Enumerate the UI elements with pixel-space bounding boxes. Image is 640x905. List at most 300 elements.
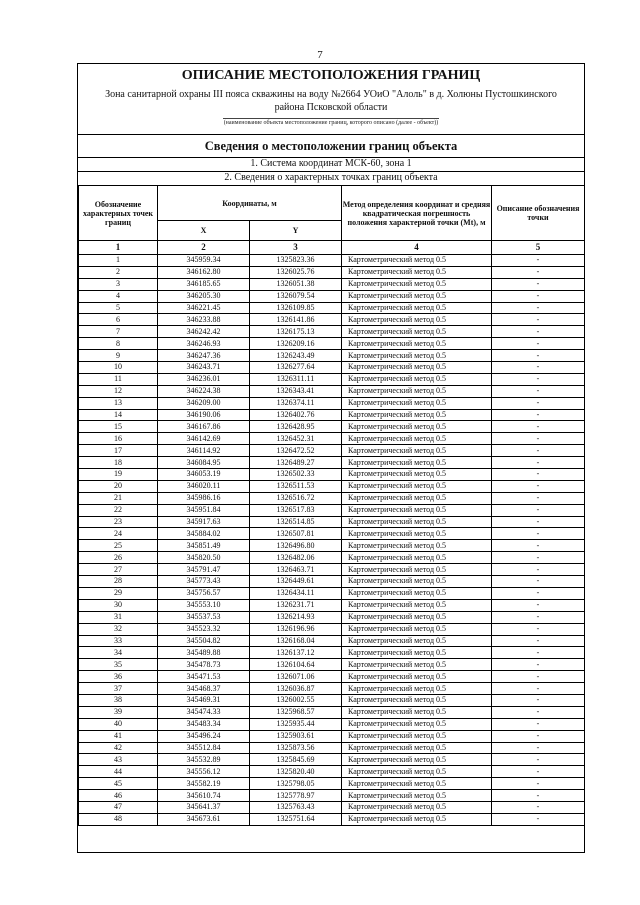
x-coordinate-cell: 346209.00: [158, 397, 250, 409]
method-cell: Картометрический метод 0.5: [342, 659, 492, 671]
y-coordinate-cell: 1326402.76: [250, 409, 342, 421]
column-number: 5: [492, 241, 585, 255]
description-cell: -: [492, 338, 585, 350]
point-id-cell: 3: [79, 278, 158, 290]
point-id-cell: 12: [79, 385, 158, 397]
description-cell: -: [492, 611, 585, 623]
boundary-points-table: [78, 185, 585, 826]
page-number: 7: [317, 49, 323, 61]
table-row: [79, 290, 585, 302]
table-row: [79, 492, 585, 504]
x-coordinate-cell: 346233.88: [158, 314, 250, 326]
point-id-cell: 34: [79, 647, 158, 659]
point-id-cell: 9: [79, 350, 158, 362]
y-coordinate-cell: 1326463.71: [250, 564, 342, 576]
table-row: [79, 754, 585, 766]
table-row: [79, 516, 585, 528]
x-coordinate-cell: 346236.01: [158, 373, 250, 385]
y-coordinate-cell: 1326277.64: [250, 362, 342, 374]
method-cell: Картометрический метод 0.5: [342, 421, 492, 433]
x-coordinate-cell: 345917.63: [158, 516, 250, 528]
x-coordinate-cell: 345553.10: [158, 599, 250, 611]
point-id-cell: 29: [79, 587, 158, 599]
description-cell: -: [492, 362, 585, 374]
y-coordinate-cell: 1326516.72: [250, 492, 342, 504]
method-cell: Картометрический метод 0.5: [342, 528, 492, 540]
x-coordinate-cell: 346221.45: [158, 302, 250, 314]
coordinate-system: 1. Система координат МСК-60, зона 1: [78, 156, 584, 172]
x-coordinate-cell: 346190.06: [158, 409, 250, 421]
y-coordinate-cell: 1326209.16: [250, 338, 342, 350]
y-coordinate-cell: 1326343.41: [250, 385, 342, 397]
y-coordinate-cell: 1326109.85: [250, 302, 342, 314]
table-row: [79, 266, 585, 278]
y-coordinate-cell: 1326496.80: [250, 540, 342, 552]
method-cell: Картометрический метод 0.5: [342, 362, 492, 374]
y-coordinate-cell: 1326051.38: [250, 278, 342, 290]
method-cell: Картометрический метод 0.5: [342, 647, 492, 659]
description-cell: -: [492, 421, 585, 433]
table-row: [79, 587, 585, 599]
point-id-cell: 18: [79, 457, 158, 469]
y-coordinate-cell: 1325873.56: [250, 742, 342, 754]
y-coordinate-cell: 1326502.33: [250, 469, 342, 481]
point-id-cell: 45: [79, 778, 158, 790]
method-cell: Картометрический метод 0.5: [342, 492, 492, 504]
y-coordinate-cell: 1326428.95: [250, 421, 342, 433]
point-id-cell: 27: [79, 564, 158, 576]
x-coordinate-cell: 345504.82: [158, 635, 250, 647]
table-row: [79, 326, 585, 338]
y-coordinate-cell: 1325968.57: [250, 706, 342, 718]
description-cell: -: [492, 587, 585, 599]
table-row: [79, 766, 585, 778]
section-title: Сведения о местоположении границ объекта: [78, 134, 584, 158]
point-id-cell: 38: [79, 694, 158, 706]
description-cell: -: [492, 552, 585, 564]
x-coordinate-cell: 345471.53: [158, 671, 250, 683]
method-cell: Картометрический метод 0.5: [342, 790, 492, 802]
y-coordinate-cell: 1325778.97: [250, 790, 342, 802]
table-row: [79, 397, 585, 409]
table-row: [79, 552, 585, 564]
y-coordinate-cell: 1326489.27: [250, 457, 342, 469]
method-cell: Картометрический метод 0.5: [342, 718, 492, 730]
point-id-cell: 16: [79, 433, 158, 445]
header-method: Метод определения координат и средняя квадратическая погрешность положения характерной точки (Mt), м: [342, 186, 492, 241]
description-cell: -: [492, 480, 585, 492]
description-cell: -: [492, 754, 585, 766]
y-coordinate-cell: 1326514.85: [250, 516, 342, 528]
method-cell: Картометрический метод 0.5: [342, 457, 492, 469]
header-coordinates: Координаты, м: [158, 186, 342, 221]
x-coordinate-cell: 345483.34: [158, 718, 250, 730]
y-coordinate-cell: 1326243.49: [250, 350, 342, 362]
description-cell: -: [492, 504, 585, 516]
x-coordinate-cell: 346114.92: [158, 445, 250, 457]
x-coordinate-cell: 346185.65: [158, 278, 250, 290]
x-coordinate-cell: 345468.37: [158, 683, 250, 695]
table-row: [79, 611, 585, 623]
x-coordinate-cell: 346162.80: [158, 266, 250, 278]
table-row: [79, 718, 585, 730]
y-coordinate-cell: 1325820.40: [250, 766, 342, 778]
table-row: [79, 635, 585, 647]
method-cell: Картометрический метод 0.5: [342, 694, 492, 706]
y-coordinate-cell: 1326517.83: [250, 504, 342, 516]
method-cell: Картометрический метод 0.5: [342, 813, 492, 825]
table-row: [79, 683, 585, 695]
method-cell: Картометрический метод 0.5: [342, 754, 492, 766]
y-coordinate-cell: 1326141.86: [250, 314, 342, 326]
table-row: [79, 778, 585, 790]
method-cell: Картометрический метод 0.5: [342, 623, 492, 635]
method-cell: Картометрический метод 0.5: [342, 397, 492, 409]
method-cell: Картометрический метод 0.5: [342, 278, 492, 290]
point-id-cell: 30: [79, 599, 158, 611]
description-cell: -: [492, 576, 585, 588]
x-coordinate-cell: 345959.34: [158, 255, 250, 267]
points-title: 2. Сведения о характерных точках границ объекта: [224, 172, 438, 183]
y-coordinate-cell: 1326002.55: [250, 694, 342, 706]
column-number: 3: [250, 241, 342, 255]
header-description: Описание обозначения точки: [492, 186, 585, 241]
description-cell: -: [492, 492, 585, 504]
y-coordinate-cell: 1325823.36: [250, 255, 342, 267]
y-coordinate-cell: 1325903.61: [250, 730, 342, 742]
header-point: Обозначение характерных точек границ: [79, 186, 158, 241]
point-id-cell: 6: [79, 314, 158, 326]
y-coordinate-cell: 1326449.61: [250, 576, 342, 588]
table-row: [79, 659, 585, 671]
description-cell: -: [492, 801, 585, 813]
description-cell: -: [492, 469, 585, 481]
method-cell: Картометрический метод 0.5: [342, 540, 492, 552]
y-coordinate-cell: 1326231.71: [250, 599, 342, 611]
description-cell: -: [492, 766, 585, 778]
y-coordinate-cell: 1326036.87: [250, 683, 342, 695]
column-number: 4: [342, 241, 492, 255]
x-coordinate-cell: 346142.69: [158, 433, 250, 445]
x-coordinate-cell: 346242.42: [158, 326, 250, 338]
description-cell: -: [492, 314, 585, 326]
point-id-cell: 19: [79, 469, 158, 481]
method-cell: Картометрический метод 0.5: [342, 504, 492, 516]
point-id-cell: 21: [79, 492, 158, 504]
description-cell: -: [492, 445, 585, 457]
x-coordinate-cell: 346020.11: [158, 480, 250, 492]
x-coordinate-cell: 345582.19: [158, 778, 250, 790]
description-cell: -: [492, 659, 585, 671]
table-row: [79, 504, 585, 516]
method-cell: Картометрический метод 0.5: [342, 385, 492, 397]
description-cell: -: [492, 326, 585, 338]
table-row: [79, 599, 585, 611]
method-cell: Картометрический метод 0.5: [342, 587, 492, 599]
x-coordinate-cell: 346205.30: [158, 290, 250, 302]
table-row: [79, 469, 585, 481]
point-id-cell: 17: [79, 445, 158, 457]
point-id-cell: 41: [79, 730, 158, 742]
point-id-cell: 25: [79, 540, 158, 552]
description-cell: -: [492, 694, 585, 706]
point-id-cell: 24: [79, 528, 158, 540]
method-cell: Картометрический метод 0.5: [342, 552, 492, 564]
description-cell: -: [492, 564, 585, 576]
point-id-cell: 5: [79, 302, 158, 314]
header-x: X: [158, 221, 250, 241]
method-cell: Картометрический метод 0.5: [342, 480, 492, 492]
table-row: [79, 385, 585, 397]
y-coordinate-cell: 1326482.06: [250, 552, 342, 564]
x-coordinate-cell: 346247.36: [158, 350, 250, 362]
table-row: [79, 421, 585, 433]
point-id-cell: 11: [79, 373, 158, 385]
x-coordinate-cell: 345556.12: [158, 766, 250, 778]
description-cell: -: [492, 409, 585, 421]
point-id-cell: 15: [79, 421, 158, 433]
x-coordinate-cell: 345756.57: [158, 587, 250, 599]
x-coordinate-cell: 345851.49: [158, 540, 250, 552]
y-coordinate-cell: 1326472.52: [250, 445, 342, 457]
x-coordinate-cell: 346053.19: [158, 469, 250, 481]
x-coordinate-cell: 345537.53: [158, 611, 250, 623]
x-coordinate-cell: 345532.89: [158, 754, 250, 766]
method-cell: Картометрический метод 0.5: [342, 314, 492, 326]
point-id-cell: 23: [79, 516, 158, 528]
x-coordinate-cell: 345820.50: [158, 552, 250, 564]
document-title: ОПИСАНИЕ МЕСТОПОЛОЖЕНИЯ ГРАНИЦ: [181, 68, 481, 83]
table-row: [79, 742, 585, 754]
x-coordinate-cell: 345951.84: [158, 504, 250, 516]
description-cell: -: [492, 599, 585, 611]
point-id-cell: 37: [79, 683, 158, 695]
method-cell: Картометрический метод 0.5: [342, 302, 492, 314]
method-cell: Картометрический метод 0.5: [342, 683, 492, 695]
point-id-cell: 42: [79, 742, 158, 754]
point-id-cell: 32: [79, 623, 158, 635]
x-coordinate-cell: 346084.95: [158, 457, 250, 469]
method-cell: Картометрический метод 0.5: [342, 326, 492, 338]
x-coordinate-cell: 345489.88: [158, 647, 250, 659]
table-row: [79, 706, 585, 718]
description-cell: -: [492, 397, 585, 409]
method-cell: Картометрический метод 0.5: [342, 778, 492, 790]
table-body: [79, 255, 585, 826]
table-row: [79, 623, 585, 635]
description-cell: -: [492, 778, 585, 790]
table-row: [79, 457, 585, 469]
y-coordinate-cell: 1325751.64: [250, 813, 342, 825]
method-cell: Картометрический метод 0.5: [342, 338, 492, 350]
method-cell: Картометрический метод 0.5: [342, 635, 492, 647]
method-cell: Картометрический метод 0.5: [342, 266, 492, 278]
table-row: [79, 255, 585, 267]
column-number: 2: [158, 241, 250, 255]
point-id-cell: 8: [79, 338, 158, 350]
method-cell: Картометрический метод 0.5: [342, 409, 492, 421]
document-subtitle: Зона санитарной охраны III пояса скважины на воду №2664 УОиО "Алоль" в д. Холюны Пустошкинского района Псковской области: [105, 89, 557, 113]
method-cell: Картометрический метод 0.5: [342, 445, 492, 457]
x-coordinate-cell: 345474.33: [158, 706, 250, 718]
description-cell: -: [492, 540, 585, 552]
description-cell: -: [492, 290, 585, 302]
method-cell: Картометрический метод 0.5: [342, 706, 492, 718]
y-coordinate-cell: 1325935.44: [250, 718, 342, 730]
point-id-cell: 36: [79, 671, 158, 683]
point-id-cell: 26: [79, 552, 158, 564]
x-coordinate-cell: 345773.43: [158, 576, 250, 588]
method-cell: Картометрический метод 0.5: [342, 433, 492, 445]
table-row: [79, 362, 585, 374]
description-cell: -: [492, 278, 585, 290]
point-id-cell: 47: [79, 801, 158, 813]
y-coordinate-cell: 1326137.12: [250, 647, 342, 659]
x-coordinate-cell: 345496.24: [158, 730, 250, 742]
description-cell: -: [492, 255, 585, 267]
y-coordinate-cell: 1326511.53: [250, 480, 342, 492]
point-id-cell: 13: [79, 397, 158, 409]
table-row: [79, 302, 585, 314]
x-coordinate-cell: 345469.31: [158, 694, 250, 706]
y-coordinate-cell: 1326214.93: [250, 611, 342, 623]
header-y: Y: [250, 221, 342, 241]
point-id-cell: 20: [79, 480, 158, 492]
y-coordinate-cell: 1325763.43: [250, 801, 342, 813]
table-row: [79, 801, 585, 813]
point-id-cell: 22: [79, 504, 158, 516]
table-row: [79, 350, 585, 362]
method-cell: Картометрический метод 0.5: [342, 576, 492, 588]
description-cell: -: [492, 671, 585, 683]
method-cell: Картометрический метод 0.5: [342, 373, 492, 385]
point-id-cell: 28: [79, 576, 158, 588]
y-coordinate-cell: 1326168.04: [250, 635, 342, 647]
x-coordinate-cell: 345791.47: [158, 564, 250, 576]
point-id-cell: 35: [79, 659, 158, 671]
x-coordinate-cell: 345986.16: [158, 492, 250, 504]
point-id-cell: 1: [79, 255, 158, 267]
description-cell: -: [492, 350, 585, 362]
description-cell: -: [492, 373, 585, 385]
method-cell: Картометрический метод 0.5: [342, 564, 492, 576]
table-row: [79, 564, 585, 576]
y-coordinate-cell: 1326434.11: [250, 587, 342, 599]
x-coordinate-cell: 345610.74: [158, 790, 250, 802]
x-coordinate-cell: 345884.02: [158, 528, 250, 540]
table-row: [79, 480, 585, 492]
description-cell: -: [492, 683, 585, 695]
point-id-cell: 48: [79, 813, 158, 825]
description-cell: -: [492, 385, 585, 397]
description-cell: -: [492, 813, 585, 825]
table-row: [79, 338, 585, 350]
method-cell: Картометрический метод 0.5: [342, 742, 492, 754]
table-row: [79, 671, 585, 683]
table-row: [79, 433, 585, 445]
y-coordinate-cell: 1326025.76: [250, 266, 342, 278]
description-cell: -: [492, 647, 585, 659]
point-id-cell: 43: [79, 754, 158, 766]
y-coordinate-cell: 1325798.05: [250, 778, 342, 790]
method-cell: Картометрический метод 0.5: [342, 516, 492, 528]
y-coordinate-cell: 1326507.81: [250, 528, 342, 540]
point-id-cell: 39: [79, 706, 158, 718]
column-number: 1: [79, 241, 158, 255]
description-cell: -: [492, 706, 585, 718]
table-row: [79, 373, 585, 385]
y-coordinate-cell: 1325845.69: [250, 754, 342, 766]
table-row: [79, 540, 585, 552]
description-cell: -: [492, 635, 585, 647]
method-cell: Картометрический метод 0.5: [342, 801, 492, 813]
y-coordinate-cell: 1326104.64: [250, 659, 342, 671]
point-id-cell: 44: [79, 766, 158, 778]
y-coordinate-cell: 1326175.13: [250, 326, 342, 338]
description-cell: -: [492, 266, 585, 278]
description-cell: -: [492, 302, 585, 314]
point-id-cell: 7: [79, 326, 158, 338]
y-coordinate-cell: 1326311.11: [250, 373, 342, 385]
method-cell: Картометрический метод 0.5: [342, 350, 492, 362]
x-coordinate-cell: 345641.37: [158, 801, 250, 813]
document-frame: [77, 63, 585, 853]
x-coordinate-cell: 345478.73: [158, 659, 250, 671]
method-cell: Картометрический метод 0.5: [342, 766, 492, 778]
table-row: [79, 730, 585, 742]
table-row: [79, 314, 585, 326]
description-cell: -: [492, 790, 585, 802]
method-cell: Картометрический метод 0.5: [342, 469, 492, 481]
x-coordinate-cell: 346243.71: [158, 362, 250, 374]
description-cell: -: [492, 623, 585, 635]
table-row: [79, 576, 585, 588]
x-coordinate-cell: 346224.38: [158, 385, 250, 397]
method-cell: Картометрический метод 0.5: [342, 730, 492, 742]
description-cell: -: [492, 730, 585, 742]
point-id-cell: 10: [79, 362, 158, 374]
table-row: [79, 528, 585, 540]
point-id-cell: 40: [79, 718, 158, 730]
table-row: [79, 790, 585, 802]
point-id-cell: 4: [79, 290, 158, 302]
method-cell: Картометрический метод 0.5: [342, 611, 492, 623]
description-cell: -: [492, 433, 585, 445]
x-coordinate-cell: 346167.86: [158, 421, 250, 433]
y-coordinate-cell: 1326079.54: [250, 290, 342, 302]
y-coordinate-cell: 1326071.06: [250, 671, 342, 683]
point-id-cell: 31: [79, 611, 158, 623]
description-cell: -: [492, 528, 585, 540]
x-coordinate-cell: 345523.32: [158, 623, 250, 635]
document-note: (наименование объекта местоположение границ, которого описано (далее - объект)): [223, 120, 439, 126]
table-row: [79, 409, 585, 421]
x-coordinate-cell: 345673.61: [158, 813, 250, 825]
table-row: [79, 813, 585, 825]
y-coordinate-cell: 1326452.31: [250, 433, 342, 445]
point-id-cell: 46: [79, 790, 158, 802]
y-coordinate-cell: 1326374.11: [250, 397, 342, 409]
method-cell: Картометрический метод 0.5: [342, 255, 492, 267]
table-row: [79, 278, 585, 290]
description-cell: -: [492, 516, 585, 528]
point-id-cell: 14: [79, 409, 158, 421]
x-coordinate-cell: 346246.93: [158, 338, 250, 350]
description-cell: -: [492, 457, 585, 469]
y-coordinate-cell: 1326196.96: [250, 623, 342, 635]
method-cell: Картометрический метод 0.5: [342, 671, 492, 683]
point-id-cell: 2: [79, 266, 158, 278]
